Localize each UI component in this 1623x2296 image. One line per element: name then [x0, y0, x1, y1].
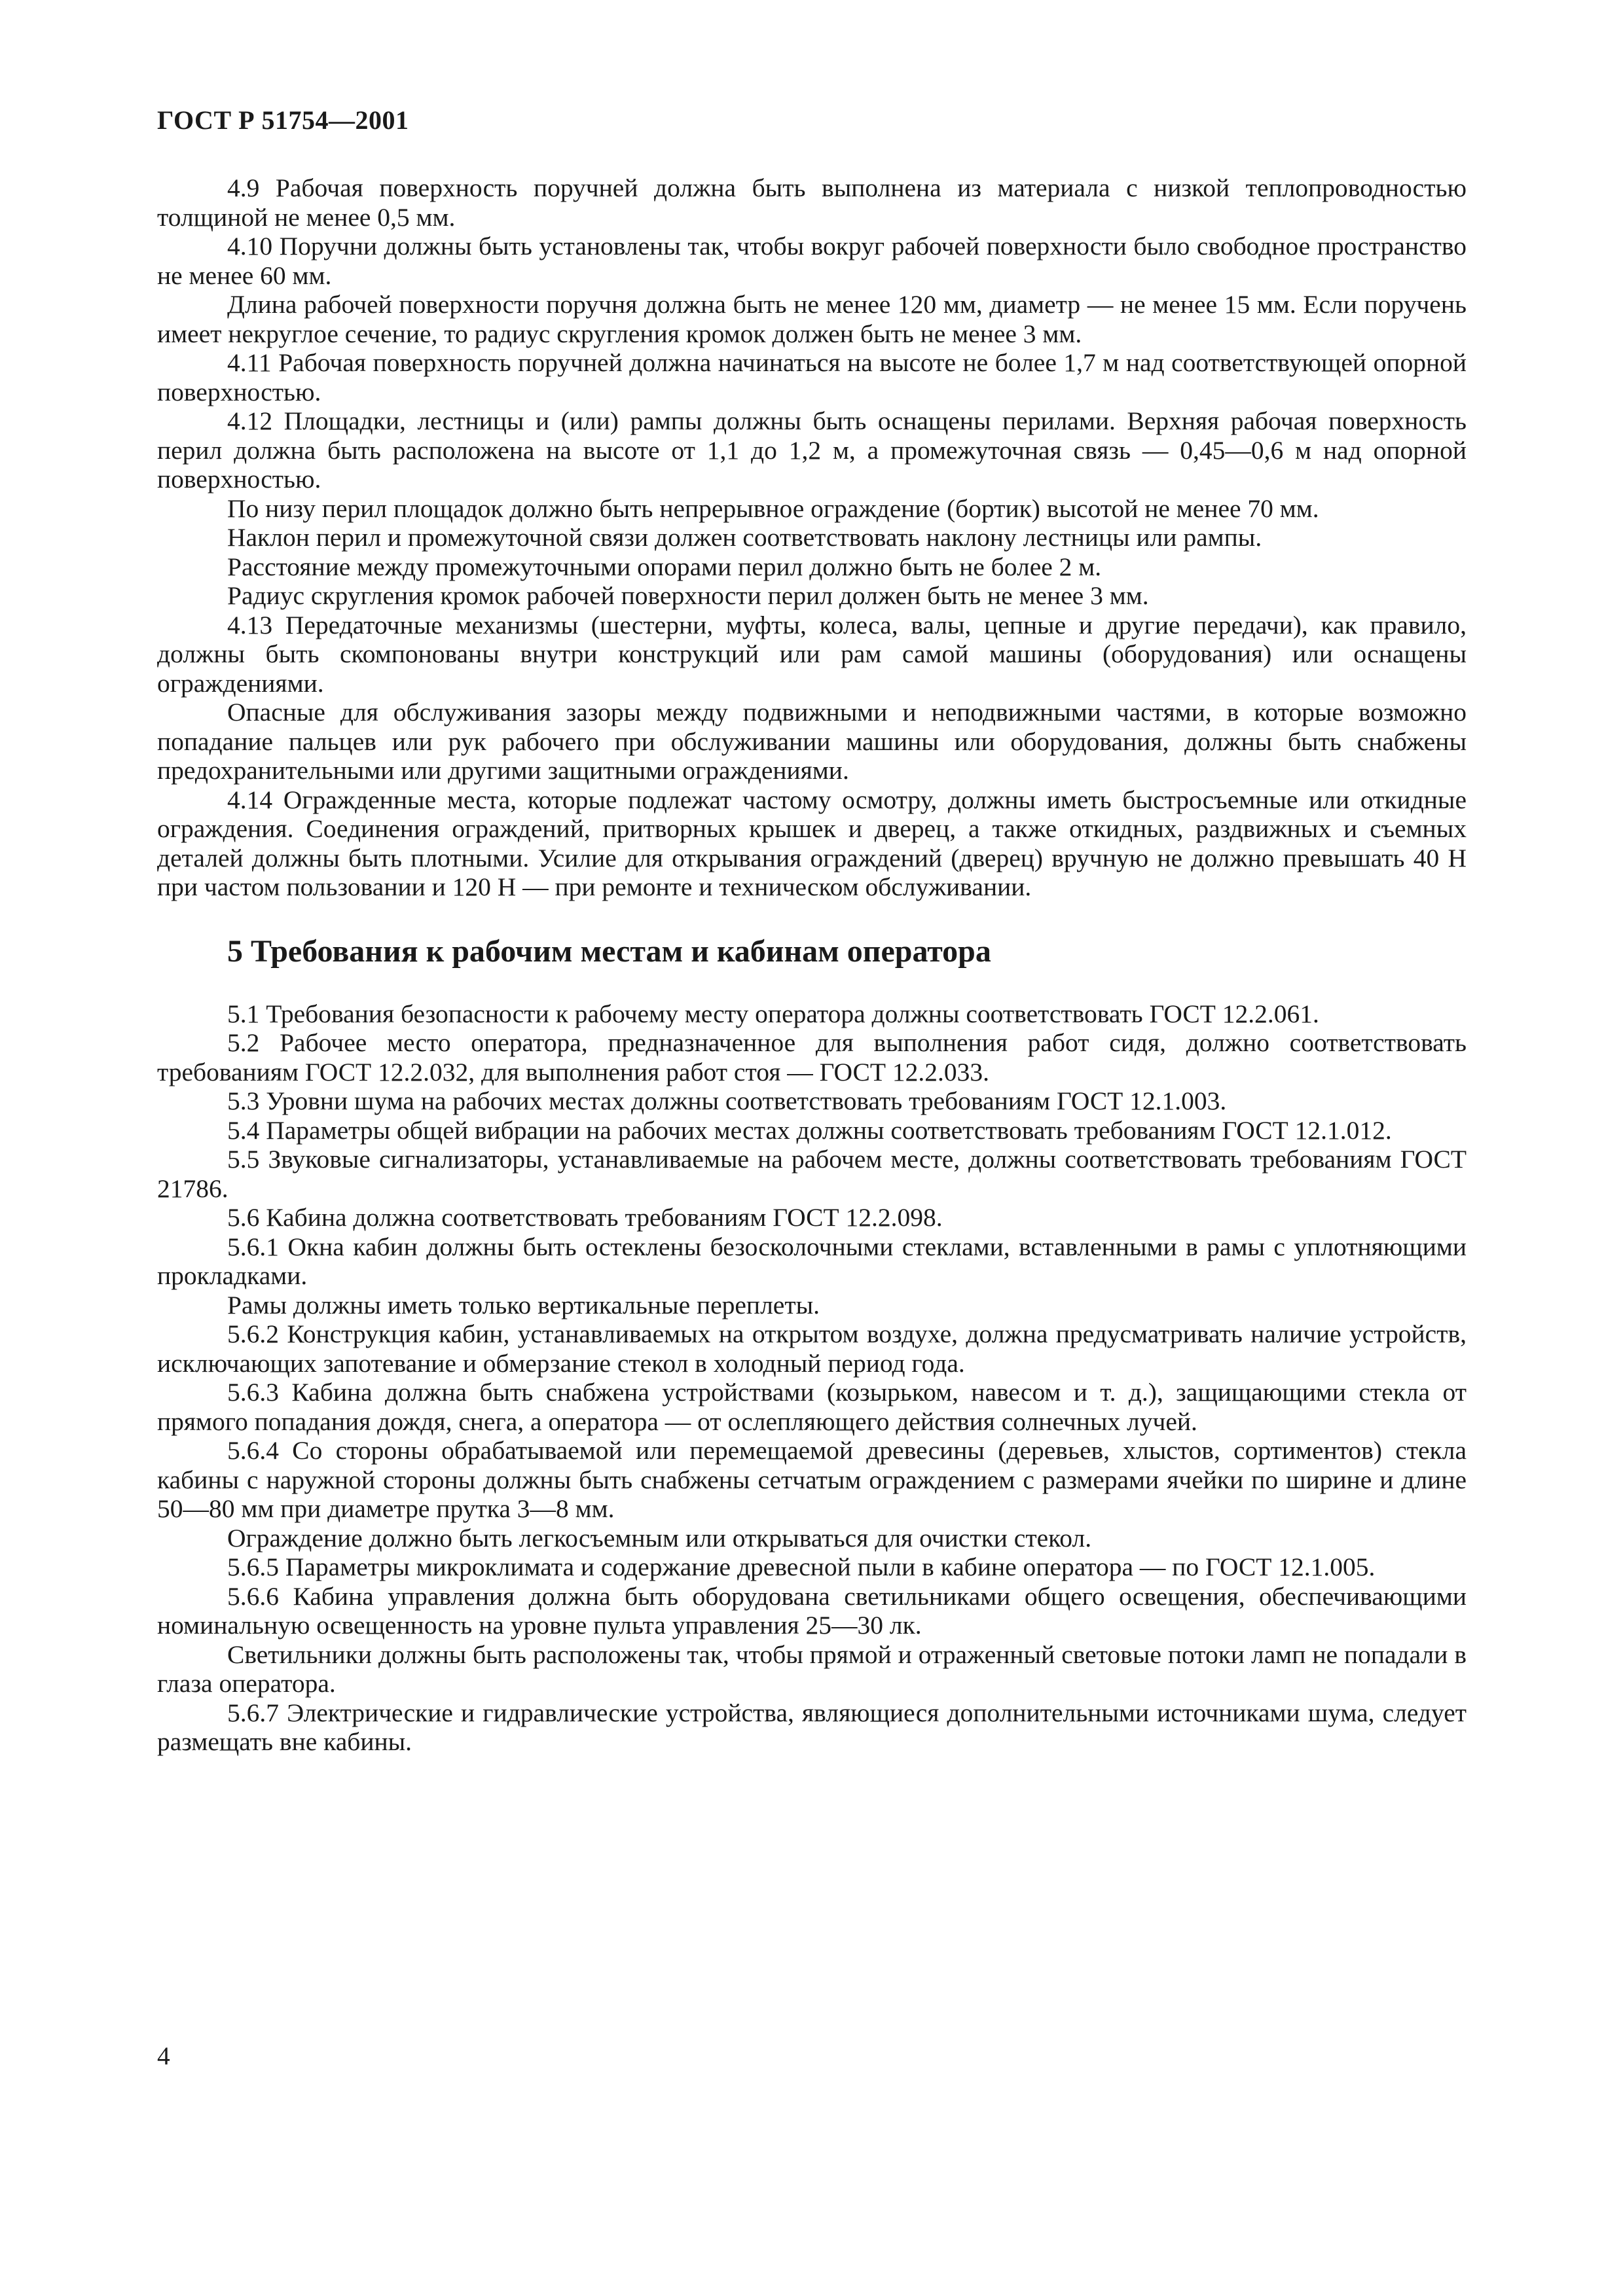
paragraph-5-6-7: 5.6.7 Электрические и гидравлические устройства, являющиеся дополнительными источниками шума, следует размещать вне кабины. — [157, 1698, 1467, 1756]
paragraph-5-6-5: 5.6.5 Параметры микроклимата и содержание древесной пыли в кабине оператора — по ГОСТ 12.1.005. — [227, 1552, 1376, 1581]
paragraph-5-5: 5.5 Звуковые сигнализаторы, устанавливаемые на рабочем месте, должны соответствовать требованиям ГОСТ 21786. — [157, 1145, 1467, 1203]
paragraph-4-9: 4.9 Рабочая поверхность поручней должна быть выполнена из материала с низкой теплопроводностью толщиной не менее 0,5 мм. — [157, 173, 1467, 232]
document-body — [157, 173, 1467, 1757]
paragraph-railing-supports: Расстояние между промежуточными опорами перил должно быть не более 2 м. — [227, 552, 1102, 581]
section-5-heading: 5 Требования к рабочим местам и кабинам оператора — [227, 933, 991, 969]
paragraph-4-10: 4.10 Поручни должны быть установлены так, чтобы вокруг рабочей поверхности было свободное пространство не менее 60 мм. — [157, 232, 1467, 290]
section-4-continuation — [157, 173, 1467, 902]
paragraph-4-11: 4.11 Рабочая поверхность поручней должна начинаться на высоте не более 1,7 м над соответствующей опорной поверхностью. — [157, 348, 1467, 406]
paragraph-guard-removable: Ограждение должно быть легкосъемным или открываться для очистки стекол. — [227, 1523, 1092, 1552]
paragraph-5-3: 5.3 Уровни шума на рабочих местах должны соответствовать требованиям ГОСТ 12.1.003. — [227, 1086, 1227, 1115]
paragraph-5-6-4: 5.6.4 Со стороны обрабатываемой или перемещаемой древесины (деревьев, хлыстов, сортиментов) стекла кабины с наружной стороны должны быть снабжены сетчатым ограждением с размерами ячейки по ширине и длине 50—80 мм при диаметре прутка 3—8 мм. — [157, 1436, 1467, 1523]
paragraph-4-12: 4.12 Площадки, лестницы и (или) рампы должны быть оснащены перилами. Верхняя рабочая поверхность перил должна быть расположена на высоте от 1,1 до 1,2 м, а промежуточная связь — 0,45—0,6 м над опорной поверхностью. — [157, 406, 1467, 493]
paragraph-5-6-1: 5.6.1 Окна кабин должны быть остеклены безосколочными стеклами, вставленными в рамы с уплотняющими прокладками. — [157, 1232, 1467, 1290]
paragraph-railing-bottom: По низу перил площадок должно быть непрерывное ограждение (бортик) высотой не менее 70 мм. — [227, 493, 1319, 523]
paragraph-5-6-6: 5.6.6 Кабина управления должна быть оборудована светильниками общего освещения, обеспечивающими номинальную освещенность на уровне пульта управления 25—30 лк. — [157, 1581, 1467, 1640]
paragraph-handrail-length: Длина рабочей поверхности поручня должна быть не менее 120 мм, диаметр — не менее 15 мм. Если поручень имеет некруглое сечение, то радиус скругления кромок должен быть не менее 3 мм. — [157, 290, 1467, 348]
section-5 — [157, 999, 1467, 1757]
paragraph-lamps: Светильники должны быть расположены так, чтобы прямой и отраженный световые потоки ламп не попадали в глаза оператора. — [157, 1640, 1467, 1698]
paragraph-railing-slope: Наклон перил и промежуточной связи должен соответствовать наклону лестницы или рампы. — [227, 523, 1262, 552]
document-header: ГОСТ Р 51754—2001 — [157, 105, 409, 135]
paragraph-railing-radius: Радиус скругления кромок рабочей поверхности перил должен быть не менее 3 мм. — [227, 581, 1149, 610]
paragraph-5-4: 5.4 Параметры общей вибрации на рабочих местах должны соответствовать требованиям ГОСТ 12.1.012. — [227, 1115, 1392, 1145]
paragraph-4-13: 4.13 Передаточные механизмы (шестерни, муфты, колеса, валы, цепные и другие передачи), как правило, должны быть скомпонованы внутри конструкций или рам самой машины (оборудования) или оснащены ограждениями. — [157, 610, 1467, 698]
paragraph-4-14: 4.14 Огражденные места, которые подлежат частому осмотру, должны иметь быстросъемные или откидные ограждения. Соединения ограждений, притворных крышек и дверец, а также откидных, раздвижных и съемных деталей должны быть плотными. Усилие для открывания ограждений (дверец) вручную не должно превышать 40 Н при частом пользовании и 120 Н — при ремонте и техническом обслуживании. — [157, 785, 1467, 901]
paragraph-frames: Рамы должны иметь только вертикальные переплеты. — [227, 1290, 820, 1319]
paragraph-dangerous-gaps: Опасные для обслуживания зазоры между подвижными и неподвижными частями, в которые возможно попадание пальцев или рук рабочего при обслуживании машины или оборудования, должны быть снабжены предохранительными или другими защитными ограждениями. — [157, 698, 1467, 785]
paragraph-5-1: 5.1 Требования безопасности к рабочему месту оператора должны соответствовать ГОСТ 12.2.061. — [227, 999, 1319, 1028]
page-number: 4 — [157, 2041, 170, 2070]
paragraph-5-2: 5.2 Рабочее место оператора, предназначенное для выполнения работ сидя, должно соответствовать требованиям ГОСТ 12.2.032, для выполнения работ стоя — ГОСТ 12.2.033. — [157, 1028, 1467, 1086]
paragraph-5-6-2: 5.6.2 Конструкция кабин, устанавливаемых на открытом воздухе, должна предусматривать наличие устройств, исключающих запотевание и обмерзание стекол в холодный период года. — [157, 1319, 1467, 1378]
paragraph-5-6-3: 5.6.3 Кабина должна быть снабжена устройствами (козырьком, навесом и т. д.), защищающими стекла от прямого попадания дождя, снега, а оператора — от ослепляющего действия солнечных лучей. — [157, 1378, 1467, 1436]
paragraph-5-6: 5.6 Кабина должна соответствовать требованиям ГОСТ 12.2.098. — [227, 1203, 943, 1232]
